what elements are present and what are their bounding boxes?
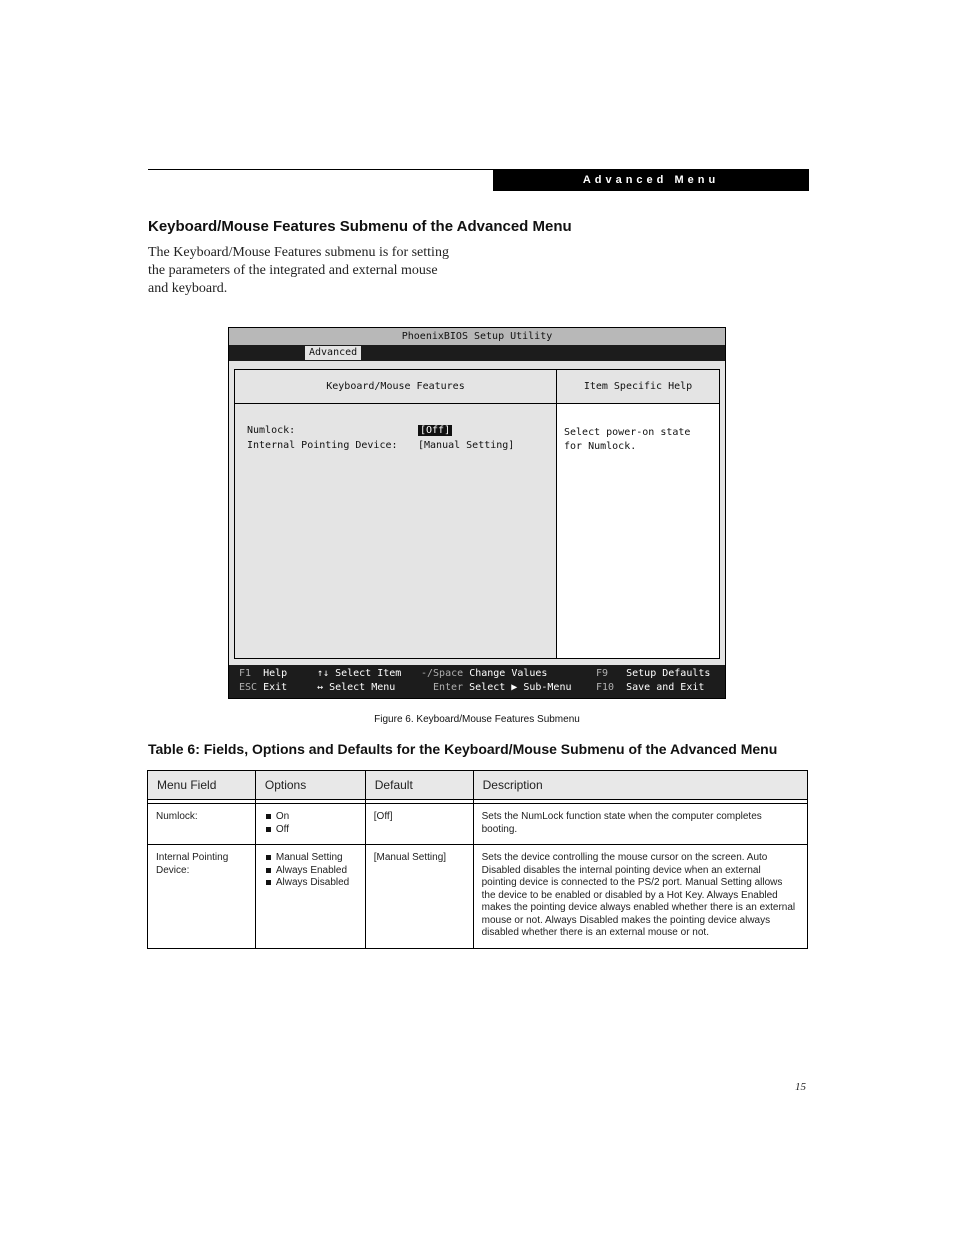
bios-field-numlock-label: Numlock: <box>247 425 296 436</box>
page-number: 15 <box>795 1081 806 1093</box>
space-key: -/Space <box>421 668 464 679</box>
leftright-key: ↔ <box>317 682 324 693</box>
option-item: On <box>264 811 356 824</box>
bios-screenshot <box>228 327 726 699</box>
table-title: Table 6: Fields, Options and Defaults for the Keyboard/Mouse Submenu of the Advanced Menu <box>148 741 778 757</box>
bios-field-pointing-label: Internal Pointing Device: <box>247 440 398 451</box>
header-description: Description <box>473 771 807 800</box>
intro-line: the parameters of the integrated and external mouse <box>148 263 438 278</box>
fields-table <box>147 770 808 949</box>
footer-updown <box>317 668 401 679</box>
bios-panel <box>234 369 720 659</box>
cell-default: [Manual Setting] <box>365 845 473 949</box>
cell-description: Sets the NumLock function state when the computer completes booting. <box>473 804 807 845</box>
footer-f1 <box>239 668 287 679</box>
cell-options <box>255 804 365 845</box>
intro-line: and keyboard. <box>148 281 228 296</box>
option-item: Always Disabled <box>264 877 356 890</box>
option-item: Off <box>264 824 356 837</box>
table-row <box>148 804 808 845</box>
option-item: Always Enabled <box>264 865 356 878</box>
footer-f10 <box>596 682 704 693</box>
bios-header-divider <box>235 403 719 404</box>
intro-paragraph <box>148 244 458 298</box>
bios-help-line: Select power-on state <box>564 427 691 438</box>
updown-label: Select Item <box>335 668 402 679</box>
table-header-row <box>148 771 808 800</box>
option-item: Manual Setting <box>264 852 356 865</box>
cell-default: [Off] <box>365 804 473 845</box>
footer-space <box>421 668 547 679</box>
bios-tab-advanced[interactable]: Advanced <box>305 346 361 360</box>
leftright-label: Select Menu <box>329 682 396 693</box>
f9-key: F9 <box>596 668 609 679</box>
bios-field-numlock-value[interactable] <box>418 425 452 436</box>
bios-help-line: for Numlock. <box>564 441 637 452</box>
f10-key: F10 <box>596 682 615 693</box>
header-options: Options <box>255 771 365 800</box>
updown-key: ↑↓ <box>317 668 330 679</box>
bios-menubar <box>229 345 725 361</box>
enter-key: Enter <box>433 682 464 693</box>
f1-key: F1 <box>239 668 252 679</box>
intro-line: The Keyboard/Mouse Features submenu is for setting <box>148 245 449 260</box>
bios-selected-value[interactable]: [Off] <box>420 425 451 436</box>
enter-label: Select ▶ Sub-Menu <box>469 682 572 693</box>
footer-leftright <box>317 682 395 693</box>
esc-key: ESC <box>239 682 258 693</box>
header-default: Default <box>365 771 473 800</box>
header-rule <box>148 169 493 170</box>
cell-description: Sets the device controlling the mouse cursor on the screen. Auto Disabled disables the internal pointing device when an external pointing device is connected to the PS/2 port. Manual Setting allows the device to be enabled or disabled by a Hot Key. Always Enabled makes the pointing device always enabled whether there is an external mouse or not. Always Disabled makes the pointing device always disabled whether there is an external mouse or not. <box>473 845 807 949</box>
bios-panel-title: Keyboard/Mouse Features <box>326 381 465 392</box>
cell-field: Internal Pointing Device: <box>148 845 256 949</box>
footer-enter <box>433 682 572 693</box>
cell-options <box>255 845 365 949</box>
bios-title: PhoenixBIOS Setup Utility <box>229 328 725 345</box>
space-label: Change Values <box>469 668 548 679</box>
f1-label: Help <box>263 668 288 679</box>
f10-label: Save and Exit <box>626 682 705 693</box>
section-title: Keyboard/Mouse Features Submenu of the Advanced Menu <box>148 218 572 235</box>
bios-column-divider <box>556 370 557 658</box>
section-header-bar: Advanced Menu <box>493 169 809 191</box>
cell-field: Numlock: <box>148 804 256 845</box>
table-row <box>148 845 808 949</box>
footer-f9 <box>596 668 710 679</box>
bios-footer <box>229 665 725 698</box>
f9-label: Setup Defaults <box>626 668 711 679</box>
figure-caption: Figure 6. Keyboard/Mouse Features Submenu <box>374 714 580 725</box>
esc-label: Exit <box>263 682 288 693</box>
bios-help-text <box>564 426 690 454</box>
footer-esc <box>239 682 287 693</box>
bios-help-title: Item Specific Help <box>583 381 693 392</box>
bios-field-pointing-value[interactable]: [Manual Setting] <box>418 440 515 451</box>
header-menu-field: Menu Field <box>148 771 256 800</box>
